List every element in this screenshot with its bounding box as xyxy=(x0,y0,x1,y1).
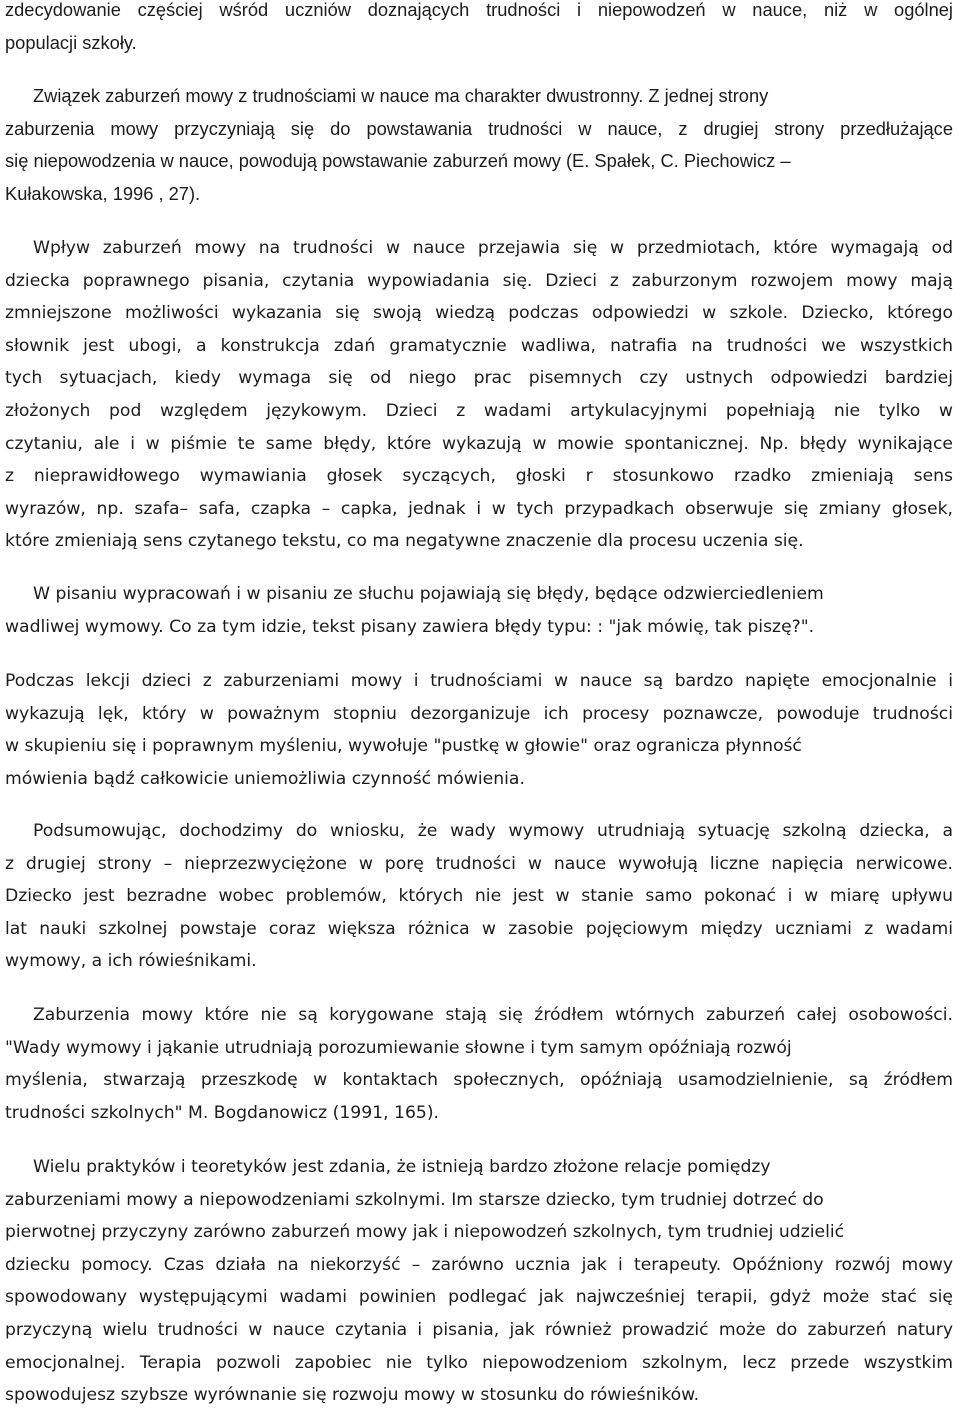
text-line: wadliwej wymowy. Co za tym idzie, tekst pisany zawiera błędy typu: : "jak mówię, tak piszę?". xyxy=(5,616,815,637)
text-line: czytaniu, ale i w piśmie te same błędy, które wykazują w mowie spontanicznej. Np. błędy wynikające xyxy=(5,433,953,454)
paragraph-podczas xyxy=(5,665,960,795)
text-line: dziecku pomocy. Czas działa na niekorzyść – zarówno ucznia jak i terapeuty. Opóźniony rozwój mowy xyxy=(5,1254,953,1275)
text-line: Wpływ zaburzeń mowy na trudności w nauce przejawia się w przedmiotach, które wymagają od xyxy=(33,238,953,258)
text-line: trudności szkolnych" M. Bogdanowicz (1991, 165). xyxy=(5,1102,439,1123)
paragraph-wielu xyxy=(5,1151,960,1412)
text-line: złożonych pod względem językowym. Dzieci z wadami artykulacyjnymi popełniają nie tylko w xyxy=(5,400,953,421)
text-line: Podsumowując, dochodzimy do wniosku, że wady wymowy utrudniają sytuację szkolną dziecka, a xyxy=(33,821,953,841)
text-line: które zmieniają sens czytanego tekstu, co ma negatywne znaczenie dla procesu uczenia się. xyxy=(5,531,804,552)
paragraph-zaburzenia xyxy=(5,999,960,1129)
text-line: spowodujesz szybsze wyrównanie się rozwoju mowy w stosunku do rówieśników. xyxy=(5,1385,700,1406)
text-line: wyrazów, np. szafa– safa, czapka – capka, jednak i w tych przypadkach obserwuje się zmiany głosek, xyxy=(5,498,953,519)
paragraph-zwiazek xyxy=(5,80,960,210)
text-line: z drugiej strony – nieprzezwyciężone w porę trudności w nauce wywołują liczne napięcia nerwicowe. xyxy=(5,853,953,874)
text-line: W pisaniu wypracowań i w pisaniu ze słuchu pojawiają się błędy, będące odzwierciedleniem xyxy=(33,584,824,604)
text-line: dziecka poprawnego pisania, czytania wypowiadania się. Dzieci z zaburzonym rozwojem mowy mają xyxy=(5,270,953,291)
text-line: Kułakowska, 1996 , 27). xyxy=(5,182,201,204)
text-line: Zaburzenia mowy które nie są korygowane stają się źródłem wtórnych zaburzeń całej osobowości. xyxy=(33,1005,953,1025)
text-line: "Wady wymowy i jąkanie utrudniają porozumiewanie słowne i tym samym opóźniają rozwój xyxy=(5,1037,792,1058)
text-line: wymowy, a ich rówieśnikami. xyxy=(5,951,257,972)
text-line: Związek zaburzeń mowy z trudnościami w nauce ma charakter dwustronny. Z jednej strony xyxy=(33,85,769,106)
text-line: słownik jest ubogi, a konstrukcja zdań gramatycznie wadliwa, natrafia na trudności we wszystkich xyxy=(5,335,953,356)
text-line: emocjonalnej. Terapia pozwoli zapobiec nie tylko niepowodzeniom szkolnym, lecz przede wszystkim xyxy=(5,1352,953,1373)
text-line: zaburzeniami mowy a niepowodzeniami szkolnymi. Im starsze dziecko, tym trudniej dotrzeć do xyxy=(5,1189,824,1210)
text-line: spowodowany występującymi wadami powinien podlegać jak najwcześniej terapii, gdyż może stać się xyxy=(5,1287,953,1308)
text-line: Podczas lekcji dzieci z zaburzeniami mowy i trudnościami w nauce są bardzo napięte emocjonalnie i xyxy=(5,671,953,691)
text-line: wykazują lęk, który w poważnym stopniu dezorganizuje ich procesy poznawcze, powoduje trudności xyxy=(5,703,953,724)
text-line: tych sytuacjach, kiedy wymaga się od niego prac pisemnych czy ustnych odpowiedzi bardziej xyxy=(5,368,953,389)
text-line: myślenia, stwarzają przeszkodę w kontaktach społecznych, opóźniają usamodzielnienie, są źródłem xyxy=(5,1070,953,1091)
paragraph-pisanie xyxy=(5,578,960,643)
paragraph-intro-continued xyxy=(5,0,960,59)
text-line: pierwotnej przyczyny zarówno zaburzeń mowy jak i niepowodzeń szkolnych, tym trudniej udzielić xyxy=(5,1222,845,1243)
text-line: z nieprawidłowego wymawiania głosek syczących, głoski r stosunkowo rzadko zmieniają sens xyxy=(5,466,953,487)
paragraph-podsumowujac xyxy=(5,815,960,978)
text-line: przyczyną wielu trudności w nauce czytania i pisania, jak również prowadzić może do zaburzeń natury xyxy=(5,1319,953,1340)
text-line: mówienia bądź całkowicie uniemożliwia czynność mówienia. xyxy=(5,768,525,789)
text-line: populacji szkoły. xyxy=(5,31,137,53)
text-line: zaburzenia mowy przyczyniają się do powstawania trudności w nauce, z drugiej strony przedłużające xyxy=(5,117,953,139)
text-line: w skupieniu się i poprawnym myśleniu, wywołuje "pustkę w głowie" oraz ogranicza płynność xyxy=(5,736,802,757)
paragraph-wplyw xyxy=(5,232,960,558)
text-line: zdecydowanie częściej wśród uczniów doznających trudności i niepowodzeń w nauce, niż w ogólnej xyxy=(5,0,953,20)
text-line: zmniejszone możliwości wykazania się swoją wiedzą podczas odpowiedzi w szkole. Dziecko, którego xyxy=(5,303,953,324)
text-line: Dziecko jest bezradne wobec problemów, których nie jest w stanie samo pokonać i w miarę upływu xyxy=(5,886,953,907)
text-line: lat nauki szkolnej powstaje coraz większa różnica w zasobie pojęciowym między uczniami z wadami xyxy=(5,918,953,939)
text-line: się niepowodzenia w nauce, powodują powstawanie zaburzeń mowy (E. Spałek, C. Piechowicz – xyxy=(5,150,791,172)
text-line: Wielu praktyków i teoretyków jest zdania, że istnieją bardzo złożone relacje pomiędzy xyxy=(33,1157,771,1177)
